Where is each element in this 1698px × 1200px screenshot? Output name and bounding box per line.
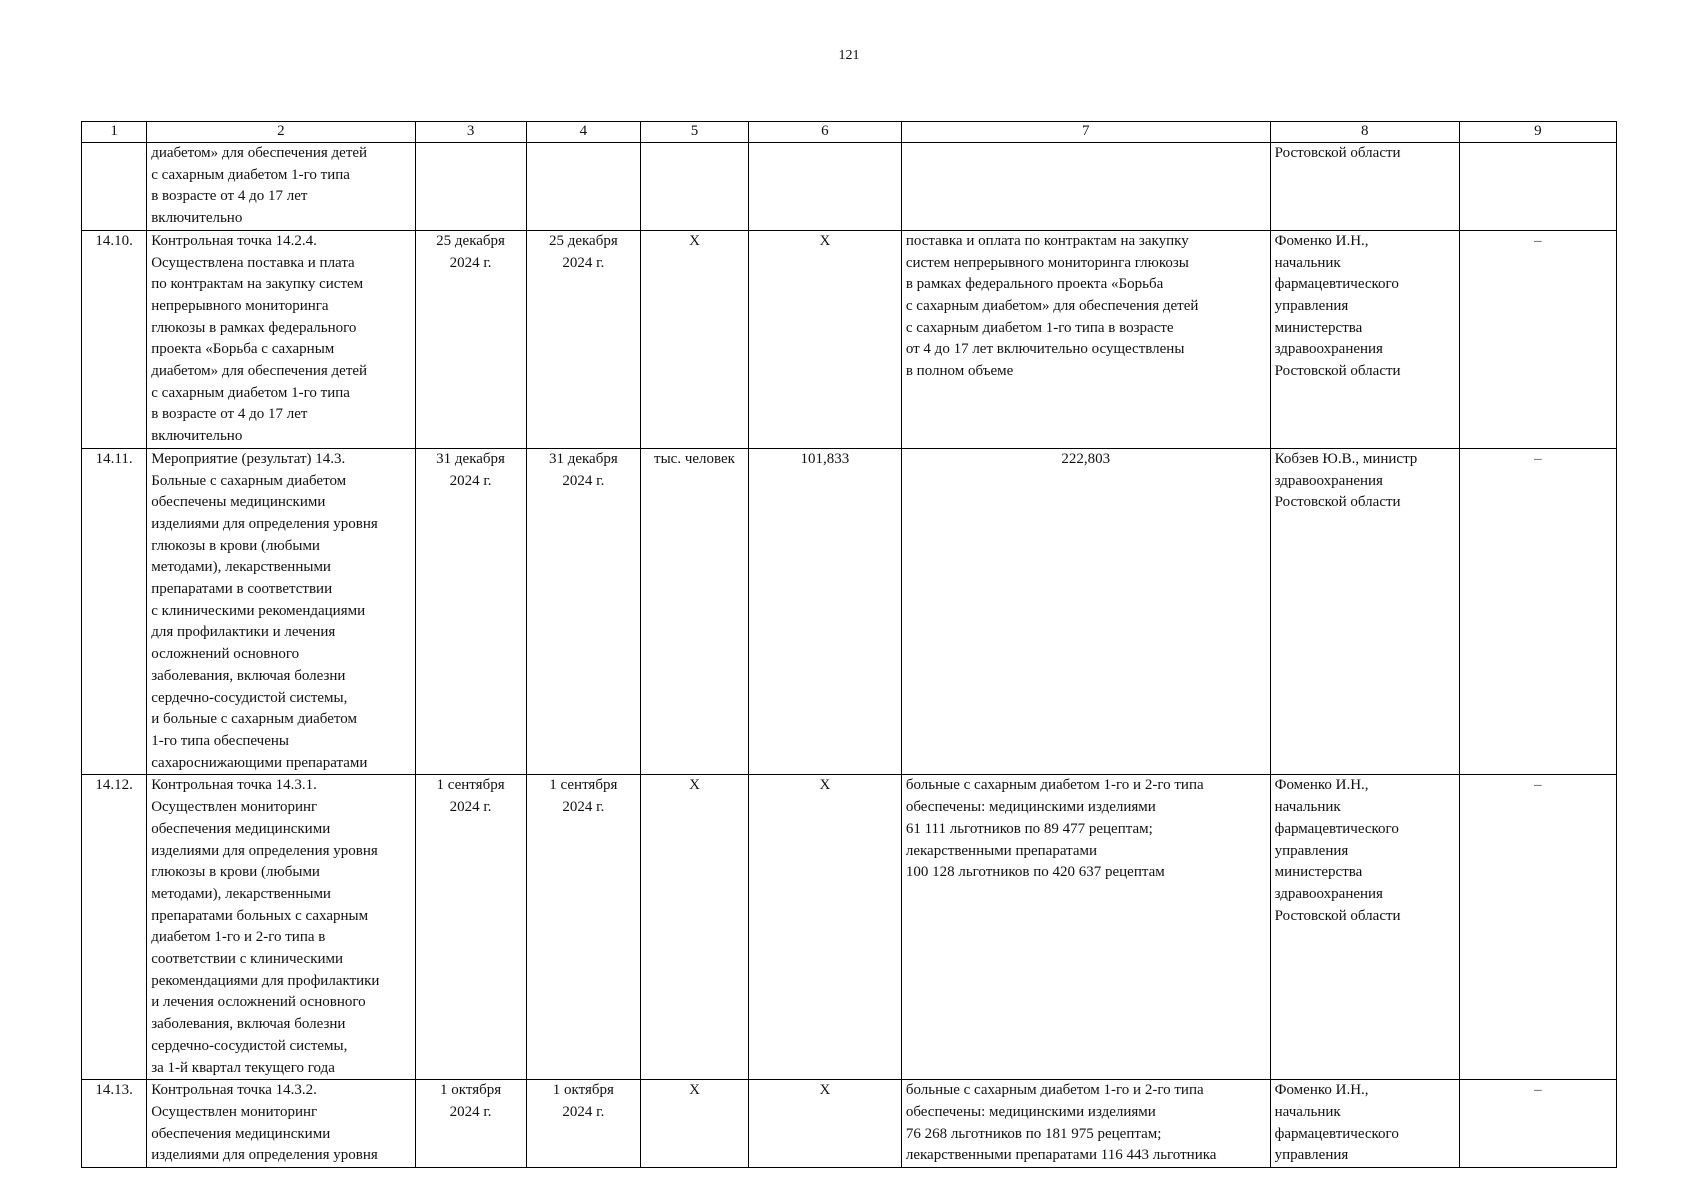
row-name: Контрольная точка 14.3.2. Осуществлен мониторинг обеспечения медицинскими изделиями для определения уровня [147,1080,415,1168]
row-result: больные с сахарным диабетом 1-го и 2-го типа обеспечены: медицинскими изделиями 61 111 льготников по 89 477 рецептам; лекарственными препаратами 100 128 льготников по 420 637 рецептам [901,775,1270,1080]
row-responsible: Ростовской области [1270,143,1459,231]
row-number [82,143,147,231]
row-end-date: 31 декабря 2024 г. [526,448,640,775]
column-header: 3 [415,122,526,143]
table-header-row [82,122,1617,143]
row-plan-value: Х [748,1080,901,1168]
plan-table [81,121,1617,1168]
row-number: 14.11. [82,448,147,775]
table-row [82,448,1617,775]
row-end-date: 1 октября 2024 г. [526,1080,640,1168]
row-responsible: Кобзев Ю.В., министр здравоохранения Ростовской области [1270,448,1459,775]
row-end-date: 1 сентября 2024 г. [526,775,640,1080]
row-start-date: 1 сентября 2024 г. [415,775,526,1080]
row-start-date: 31 декабря 2024 г. [415,448,526,775]
row-note: – [1459,775,1616,1080]
row-name: Мероприятие (результат) 14.3. Больные с сахарным диабетом обеспечены медицинскими изделиями для определения уровня глюкозы в крови (любыми методами), лекарственными препаратами в соответствии с клиническими рекомендациями для профилактики и лечения осложнений основного заболевания, включая болезни сердечно-сосудистой системы, и больные с сахарным диабетом 1-го типа обеспечены сахароснижающими препаратами [147,448,415,775]
column-header: 1 [82,122,147,143]
row-responsible: Фоменко И.Н., начальник фармацевтического управления министерства здравоохранения Ростовской области [1270,230,1459,448]
row-result: 222,803 [901,448,1270,775]
table-row [82,1080,1617,1168]
row-result: поставка и оплата по контрактам на закупку систем непрерывного мониторинга глюкозы в рамках федерального проекта «Борьба с сахарным диабетом» для обеспечения детей с сахарным диабетом 1-го типа в возрасте от 4 до 17 лет включительно осуществлены в полном объеме [901,230,1270,448]
row-note: – [1459,230,1616,448]
row-unit [641,143,749,231]
row-number: 14.12. [82,775,147,1080]
column-header: 2 [147,122,415,143]
row-start-date: 25 декабря 2024 г. [415,230,526,448]
row-result [901,143,1270,231]
row-plan-value: 101,833 [748,448,901,775]
column-header: 7 [901,122,1270,143]
row-end-date: 25 декабря 2024 г. [526,230,640,448]
row-end-date [526,143,640,231]
column-header: 6 [748,122,901,143]
row-name: диабетом» для обеспечения детей с сахарным диабетом 1-го типа в возрасте от 4 до 17 лет включительно [147,143,415,231]
row-plan-value [748,143,901,231]
row-note [1459,143,1616,231]
table-row [82,230,1617,448]
column-header: 5 [641,122,749,143]
row-name: Контрольная точка 14.3.1. Осуществлен мониторинг обеспечения медицинскими изделиями для определения уровня глюкозы в крови (любыми методами), лекарственными препаратами больных с сахарным диабетом 1-го и 2-го типа в соответствии с клиническими рекомендациями для профилактики и лечения осложнений основного заболевания, включая болезни сердечно-сосудистой системы, за 1-й квартал текущего года [147,775,415,1080]
row-unit: Х [641,1080,749,1168]
row-number: 14.13. [82,1080,147,1168]
row-plan-value: Х [748,775,901,1080]
page-number: 121 [838,48,860,63]
column-header: 4 [526,122,640,143]
row-note: – [1459,448,1616,775]
row-unit: Х [641,775,749,1080]
row-responsible: Фоменко И.Н., начальник фармацевтического управления министерства здравоохранения Ростовской области [1270,775,1459,1080]
row-result: больные с сахарным диабетом 1-го и 2-го типа обеспечены: медицинскими изделиями 76 268 льготников по 181 975 рецептам; лекарственными препаратами 116 443 льготника [901,1080,1270,1168]
row-responsible: Фоменко И.Н., начальник фармацевтического управления [1270,1080,1459,1168]
row-unit: Х [641,230,749,448]
row-unit: тыс. человек [641,448,749,775]
row-start-date [415,143,526,231]
table-row [82,143,1617,231]
row-plan-value: Х [748,230,901,448]
row-name: Контрольная точка 14.2.4. Осуществлена поставка и плата по контрактам на закупку систем непрерывного мониторинга глюкозы в рамках федерального проекта «Борьба с сахарным диабетом» для обеспечения детей с сахарным диабетом 1-го типа в возрасте от 4 до 17 лет включительно [147,230,415,448]
row-note: – [1459,1080,1616,1168]
column-header: 8 [1270,122,1459,143]
table-row [82,775,1617,1080]
column-header: 9 [1459,122,1616,143]
row-number: 14.10. [82,230,147,448]
row-start-date: 1 октября 2024 г. [415,1080,526,1168]
